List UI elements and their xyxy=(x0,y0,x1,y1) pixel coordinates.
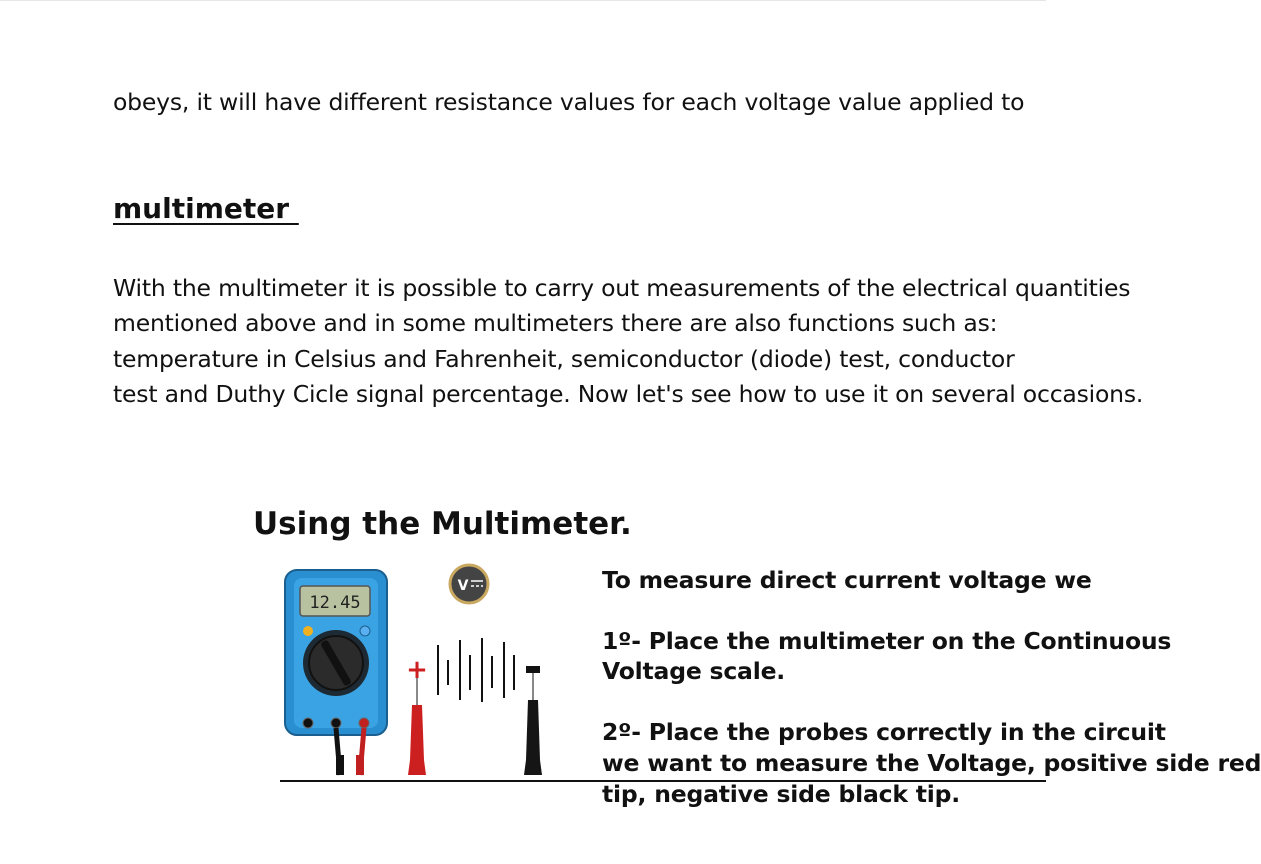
step-2-line-1: 2º- Place the probes correctly in the circuit xyxy=(602,718,1166,746)
section-heading: multimeter xyxy=(113,192,299,225)
positive-sign: + xyxy=(406,655,428,685)
step-2-line-2: we want to measure the Voltage, positive side red xyxy=(602,749,1261,777)
paragraph-line-2: mentioned above and in some multimeters there are also functions such as: xyxy=(113,309,998,337)
voltage-symbol-label: V xyxy=(457,578,469,594)
dc-voltage-symbol-icon xyxy=(450,565,488,603)
intro-text-line: obeys, it will have different resistance values for each voltage value applied to xyxy=(113,88,1025,116)
lcd-reading: 12.45 xyxy=(309,593,361,613)
step-1-line-1: 1º- Place the multimeter on the Continuous xyxy=(602,627,1172,655)
red-probe-icon xyxy=(406,655,428,775)
multimeter-icon xyxy=(285,570,387,735)
paragraph-line-4: test and Duthy Cicle signal percentage. Now let's see how to use it on several occasions. xyxy=(113,380,1144,408)
paragraph-line-3: temperature in Celsius and Fahrenheit, semiconductor (diode) test, conductor xyxy=(113,345,1015,373)
battery-symbol-icon xyxy=(438,638,514,702)
page-top-border xyxy=(0,0,1046,1)
step-intro: To measure direct current voltage we xyxy=(602,566,1092,594)
step-2-line-3: tip, negative side black tip. xyxy=(602,780,960,808)
paragraph-line-1: With the multimeter it is possible to carry out measurements of the electrical quantities xyxy=(113,274,1131,302)
multimeter-illustration xyxy=(280,560,600,785)
step-1-line-2: Voltage scale. xyxy=(602,657,786,685)
black-probe-icon xyxy=(524,666,542,775)
figure-title: Using the Multimeter. xyxy=(253,506,632,542)
